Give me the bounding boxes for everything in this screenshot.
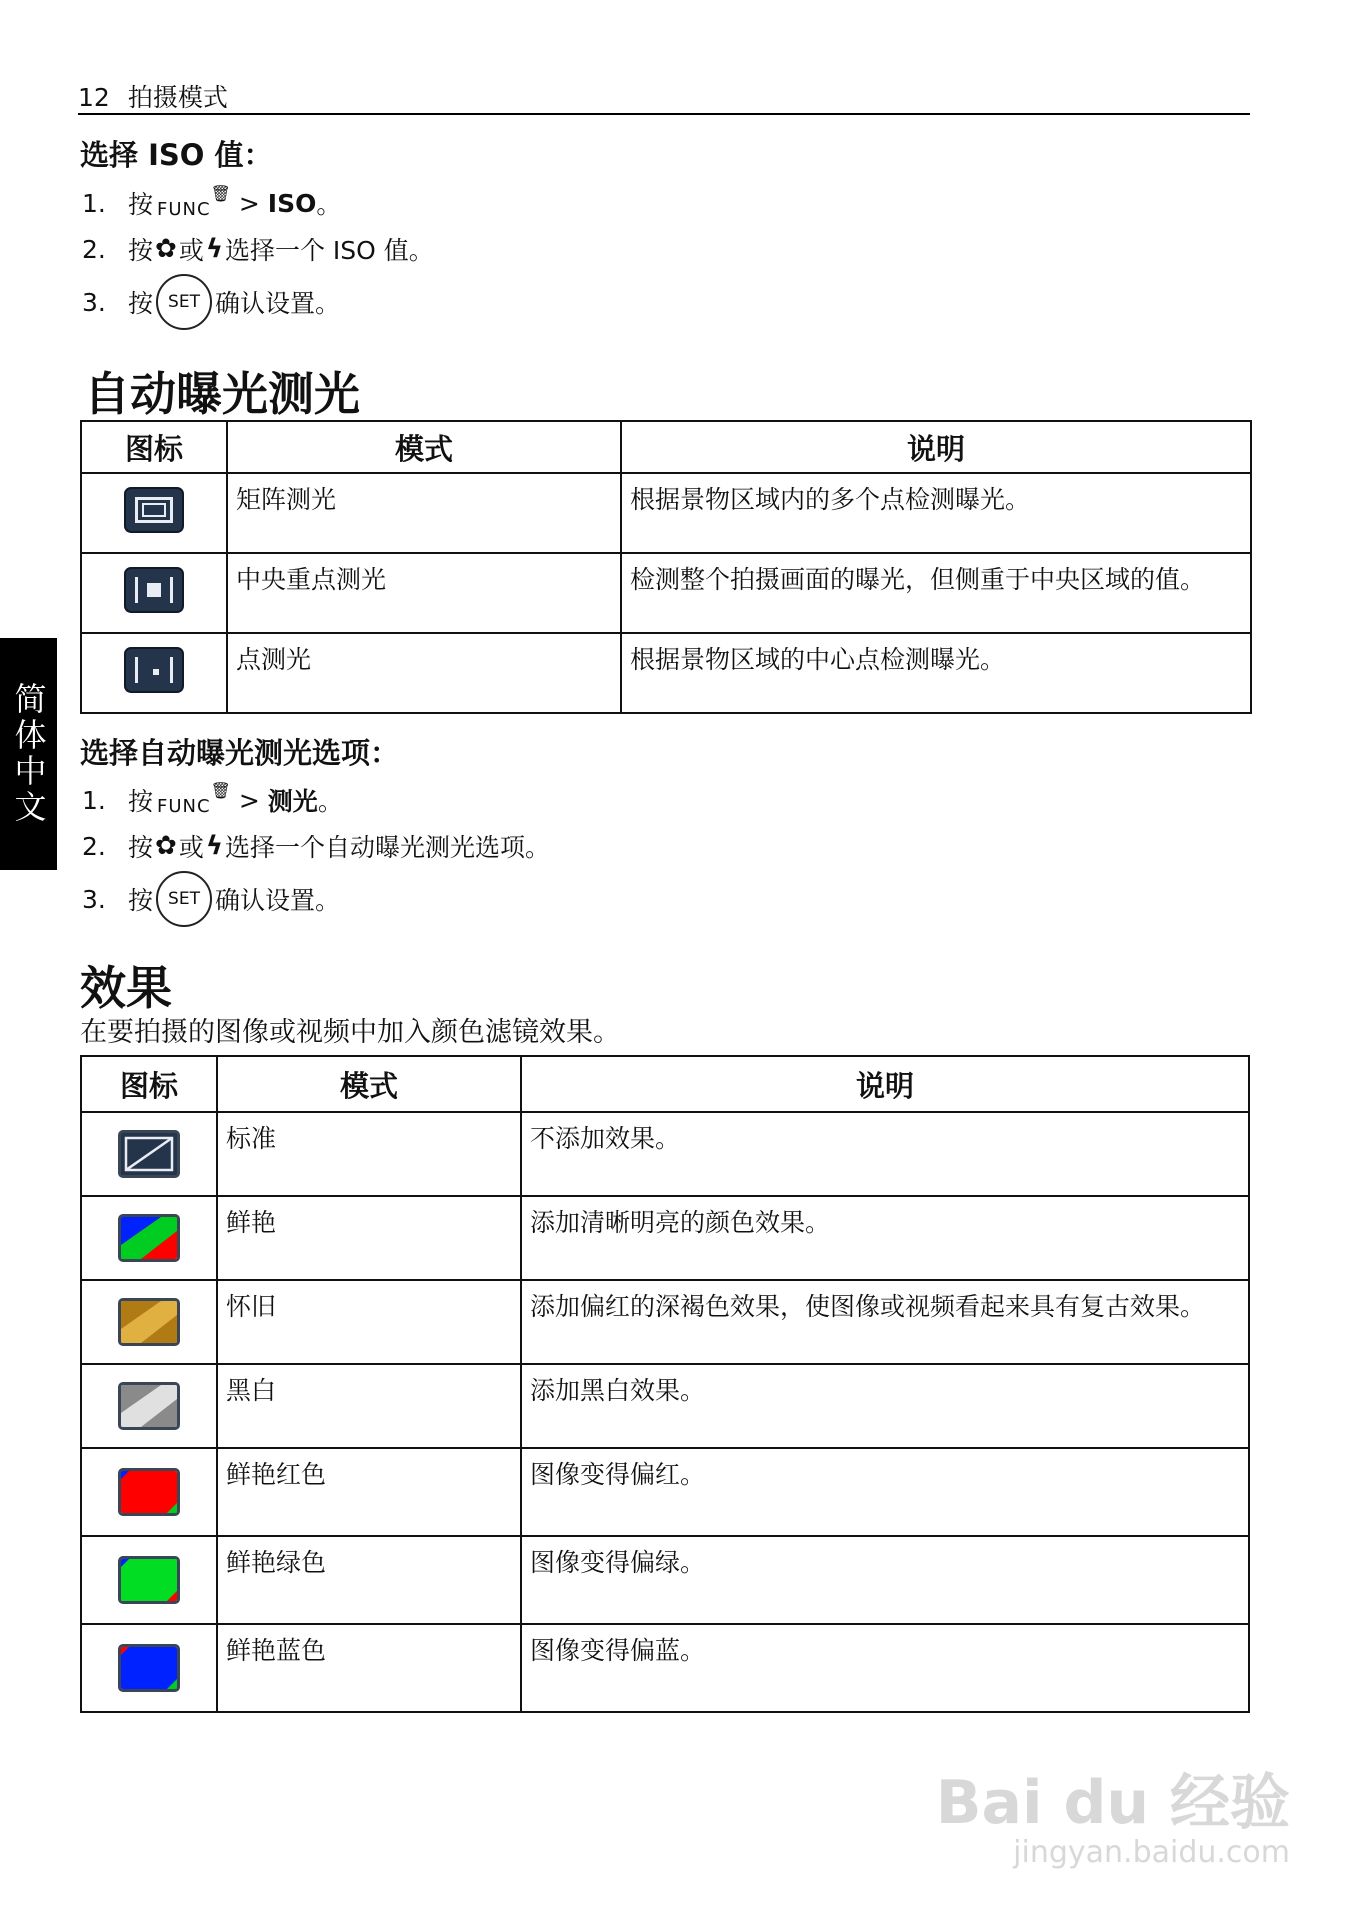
iso-heading: 选择 ISO 值： xyxy=(80,138,273,172)
table-row xyxy=(81,1364,1249,1448)
baidu-watermark xyxy=(936,1755,1290,1870)
table-row xyxy=(81,1536,1249,1624)
table-row xyxy=(81,473,1251,553)
effect-mode: 黑白 xyxy=(217,1364,521,1448)
matrix-metering-icon xyxy=(124,487,184,533)
sepia-effect-icon xyxy=(118,1298,180,1346)
watermark-brand: Bai du 经验 xyxy=(935,1768,1290,1838)
macro-flower-icon: ✿ xyxy=(155,831,177,861)
set-button-icon: SET xyxy=(156,871,212,927)
header-rule xyxy=(78,113,1250,115)
vivid-red-effect-icon xyxy=(118,1468,180,1516)
metering-heading: 选择自动曝光测光选项： xyxy=(80,736,400,770)
flash-icon: ϟ xyxy=(205,831,223,861)
page-number: 12 xyxy=(78,83,110,112)
table-row xyxy=(81,553,1251,633)
table-row xyxy=(81,1112,1249,1196)
effects-intro: 在要拍摄的图像或视频中加入颜色滤镜效果。 xyxy=(80,1017,620,1048)
effect-desc: 添加偏红的深褐色效果，使图像或视频看起来具有复古效果。 xyxy=(521,1280,1249,1364)
metering-mode: 点测光 xyxy=(227,633,621,713)
metering-step-2: 2. 按 ✿ 或 ϟ 选择一个自动曝光测光选项。 xyxy=(82,831,550,862)
effect-mode: 鲜艳绿色 xyxy=(217,1536,521,1624)
table-row xyxy=(81,1280,1249,1364)
metering-step-3: 3. 按 SET 确认设置。 xyxy=(82,879,340,919)
metering-step-1: 1. 按 FUNC 🗑 > 测光 。 xyxy=(82,780,343,817)
metering-title: 自动曝光测光 xyxy=(84,367,360,421)
effect-desc: 添加清晰明亮的颜色效果。 xyxy=(521,1196,1249,1280)
language-side-tab: 简体中文 xyxy=(0,638,57,870)
effects-header-mode: 模式 xyxy=(217,1056,521,1112)
effects-header-icon: 图标 xyxy=(81,1056,217,1112)
effect-mode: 鲜艳 xyxy=(217,1196,521,1280)
watermark-url: jingyan.baidu.com xyxy=(1013,1835,1290,1870)
func-button-label: FUNC xyxy=(157,795,211,817)
effects-header-desc: 说明 xyxy=(521,1056,1249,1112)
bw-effect-icon xyxy=(118,1382,180,1430)
iso-step-2: 2. 按 ✿ 或 ϟ 选择一个 ISO 值。 xyxy=(82,234,434,265)
table-row xyxy=(81,1196,1249,1280)
effects-table xyxy=(80,1055,1250,1713)
effect-desc: 图像变得偏蓝。 xyxy=(521,1624,1249,1712)
vivid-effect-icon xyxy=(118,1214,180,1262)
metering-desc: 根据景物区域的中心点检测曝光。 xyxy=(621,633,1251,713)
iso-step-3: 3. 按 SET 确认设置。 xyxy=(82,282,340,322)
spot-metering-icon xyxy=(124,647,184,693)
set-button-icon: SET xyxy=(156,274,212,330)
normal-effect-icon xyxy=(118,1130,180,1178)
iso-menu-label: ISO xyxy=(267,188,317,218)
iso-step-1: 1. 按 FUNC 🗑 > ISO 。 xyxy=(82,183,342,220)
macro-flower-icon: ✿ xyxy=(155,234,177,264)
flash-icon: ϟ xyxy=(205,234,223,264)
table-row xyxy=(81,1448,1249,1536)
metering-header-mode: 模式 xyxy=(227,421,621,473)
effects-title: 效果 xyxy=(80,961,172,1015)
metering-mode: 中央重点测光 xyxy=(227,553,621,633)
trash-icon: 🗑 xyxy=(210,780,231,800)
metering-desc: 根据景物区域内的多个点检测曝光。 xyxy=(621,473,1251,553)
vivid-green-effect-icon xyxy=(118,1556,180,1604)
page-header xyxy=(78,78,246,114)
vivid-blue-effect-icon xyxy=(118,1644,180,1692)
effect-mode: 鲜艳蓝色 xyxy=(217,1624,521,1712)
func-button-label: FUNC xyxy=(157,198,211,220)
metering-header-desc: 说明 xyxy=(621,421,1251,473)
effect-desc: 图像变得偏绿。 xyxy=(521,1536,1249,1624)
effect-desc: 不添加效果。 xyxy=(521,1112,1249,1196)
table-row xyxy=(81,1624,1249,1712)
effect-mode: 怀旧 xyxy=(217,1280,521,1364)
metering-desc: 检测整个拍摄画面的曝光，但侧重于中央区域的值。 xyxy=(621,553,1251,633)
effect-desc: 添加黑白效果。 xyxy=(521,1364,1249,1448)
trash-icon: 🗑 xyxy=(210,183,231,203)
metering-mode: 矩阵测光 xyxy=(227,473,621,553)
metering-menu-label: 测光 xyxy=(267,787,318,816)
chapter-title: 拍摄模式 xyxy=(127,83,228,112)
effect-desc: 图像变得偏红。 xyxy=(521,1448,1249,1536)
center-weighted-metering-icon xyxy=(124,567,184,613)
table-row xyxy=(81,633,1251,713)
metering-table xyxy=(80,420,1252,714)
effect-mode: 鲜艳红色 xyxy=(217,1448,521,1536)
metering-header-icon: 图标 xyxy=(81,421,227,473)
effect-mode: 标准 xyxy=(217,1112,521,1196)
